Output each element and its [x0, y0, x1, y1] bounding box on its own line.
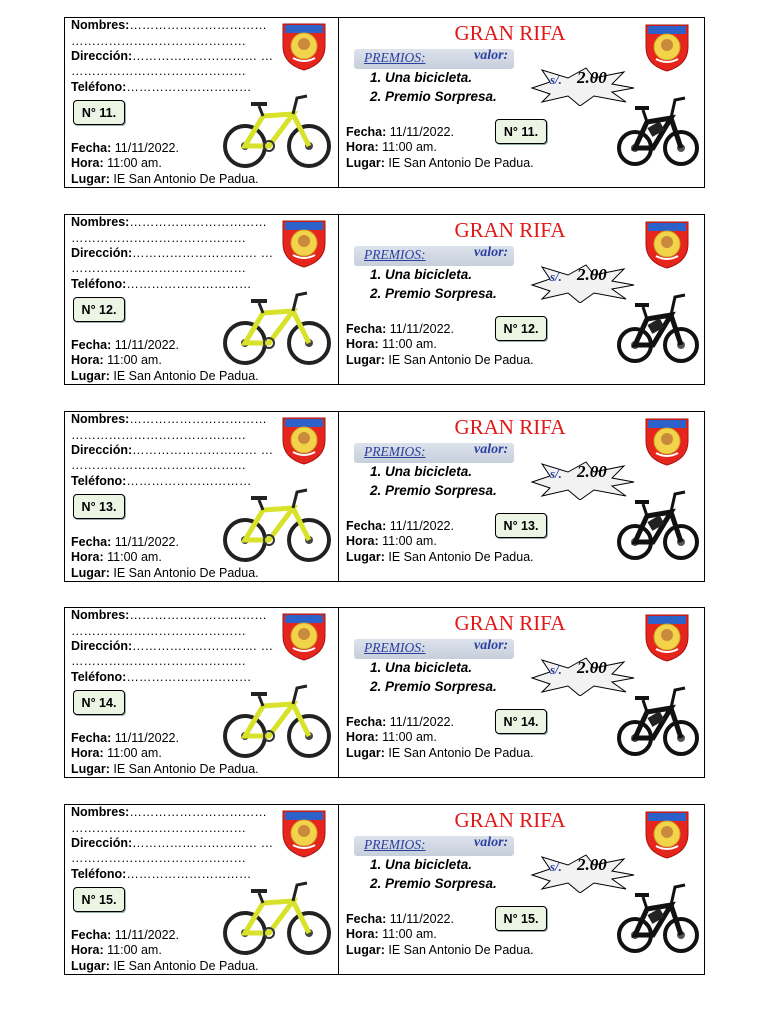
telefono-label: Teléfono:	[71, 277, 127, 291]
stub-lugar-value: IE San Antonio De Padua.	[113, 369, 259, 383]
raffle-title: GRAN RIFA	[454, 808, 566, 832]
direccion-label: Dirección:	[71, 443, 133, 457]
nombres-dots-2: ……………………………………	[71, 34, 246, 48]
stub-hora-label: Hora:	[71, 943, 104, 957]
nombres-dots-2: ……………………………………	[71, 428, 246, 442]
nombres-line	[71, 18, 267, 32]
main-lugar-value: IE San Antonio De Padua.	[388, 353, 534, 367]
ticket-main	[340, 215, 705, 384]
school-crest-icon	[642, 21, 692, 73]
price-currency: s/.	[550, 662, 562, 677]
direccion-dots-2: ……………………………………	[71, 654, 246, 668]
direccion-line	[71, 246, 273, 260]
direccion-label: Dirección:	[71, 246, 133, 260]
stub-lugar-line	[71, 959, 259, 973]
main-fecha-label: Fecha:	[346, 715, 387, 729]
direccion-label: Dirección:	[71, 639, 133, 653]
stub-hora-value: 11:00 am.	[107, 156, 162, 170]
stub-fecha-label: Fecha:	[71, 535, 112, 549]
main-fecha-value: 11/11/2022.	[389, 125, 454, 139]
direccion-label: Dirección:	[71, 836, 133, 850]
telefono-label: Teléfono:	[71, 80, 127, 94]
prize-1: 1. Una bicicleta.	[370, 464, 473, 479]
price-currency: s/.	[550, 859, 562, 874]
price-value: 2.00	[577, 68, 607, 87]
nombres-line	[71, 215, 267, 229]
prize-1: 1. Una bicicleta.	[370, 660, 473, 675]
nombres-dots-2: ……………………………………	[71, 624, 246, 638]
direccion-line-2	[71, 851, 246, 865]
nombres-line-2	[71, 34, 246, 48]
stub-fecha-line	[71, 535, 179, 549]
main-hora-line	[346, 140, 437, 154]
main-lugar-line	[346, 550, 534, 564]
direccion-dots-2: ……………………………………	[71, 64, 246, 78]
stub-hora-value: 11:00 am.	[107, 746, 162, 760]
valor-label: valor:	[474, 245, 509, 260]
stub-lugar-label: Lugar:	[71, 566, 110, 580]
yellow-mountain-bike-image	[223, 678, 331, 762]
stub-lugar-value: IE San Antonio De Padua.	[113, 762, 259, 776]
main-hora-value: 11:00 am.	[382, 730, 437, 744]
main-hora-value: 11:00 am.	[382, 140, 437, 154]
main-hora-line	[346, 730, 437, 744]
raffle-title: GRAN RIFA	[454, 611, 566, 635]
main-lugar-label: Lugar:	[346, 550, 385, 564]
main-hora-label: Hora:	[346, 534, 379, 548]
main-lugar-line	[346, 943, 534, 957]
telefono-label: Teléfono:	[71, 474, 127, 488]
stub-lugar-label: Lugar:	[71, 959, 110, 973]
main-fecha-value: 11/11/2022.	[389, 322, 454, 336]
valor-label: valor:	[474, 835, 509, 850]
direccion-line	[71, 443, 273, 457]
ticket-number-badge: N° 11.	[73, 100, 125, 125]
ticket-main	[340, 608, 705, 777]
nombres-line-2	[71, 821, 246, 835]
stub-fecha-line	[71, 338, 179, 352]
stub-lugar-value: IE San Antonio De Padua.	[113, 959, 259, 973]
direccion-label: Dirección:	[71, 49, 133, 63]
school-crest-icon	[642, 611, 692, 663]
nombres-label: Nombres:	[71, 608, 130, 622]
nombres-dots: ……………………………	[129, 215, 267, 229]
stub-lugar-line	[71, 566, 259, 580]
black-electric-bike-image	[617, 676, 699, 762]
nombres-line	[71, 805, 267, 819]
stub-fecha-value: 11/11/2022.	[114, 141, 179, 155]
stub-fecha-label: Fecha:	[71, 338, 112, 352]
direccion-dots-2: ……………………………………	[71, 458, 246, 472]
ticket-number-badge: N° 13.	[73, 494, 125, 519]
nombres-dots-2: ……………………………………	[71, 821, 246, 835]
main-fecha-line	[346, 322, 454, 336]
premios-label: PREMIOS:	[364, 444, 426, 459]
raffle-ticket	[64, 411, 705, 582]
main-lugar-line	[346, 156, 534, 170]
main-lugar-value: IE San Antonio De Padua.	[388, 550, 534, 564]
main-lugar-line	[346, 746, 534, 760]
prize-2: 2. Premio Sorpresa.	[370, 876, 497, 891]
prize-2: 2. Premio Sorpresa.	[370, 483, 497, 498]
stub-hora-value: 11:00 am.	[107, 943, 162, 957]
school-crest-icon	[279, 414, 329, 466]
stub-hora-label: Hora:	[71, 353, 104, 367]
ticket-number-badge-main: N° 15.	[495, 906, 547, 931]
school-crest-icon	[279, 610, 329, 662]
main-hora-line	[346, 337, 437, 351]
main-hora-label: Hora:	[346, 140, 379, 154]
main-hora-label: Hora:	[346, 927, 379, 941]
valor-label: valor:	[474, 442, 509, 457]
direccion-dots-2: ……………………………………	[71, 261, 246, 275]
direccion-line	[71, 49, 273, 63]
yellow-mountain-bike-image	[223, 285, 331, 369]
main-fecha-label: Fecha:	[346, 519, 387, 533]
ticket-stub	[65, 608, 339, 777]
stub-hora-label: Hora:	[71, 746, 104, 760]
direccion-dots: ………………………… …	[132, 639, 274, 653]
nombres-label: Nombres:	[71, 18, 130, 32]
price-currency: s/.	[550, 72, 562, 87]
stub-hora-line	[71, 746, 162, 760]
direccion-dots-2: ……………………………………	[71, 851, 246, 865]
stub-hora-line	[71, 550, 162, 564]
prize-2: 2. Premio Sorpresa.	[370, 679, 497, 694]
nombres-label: Nombres:	[71, 412, 130, 426]
yellow-mountain-bike-image	[223, 875, 331, 959]
stub-lugar-label: Lugar:	[71, 369, 110, 383]
nombres-dots: ……………………………	[129, 18, 267, 32]
ticket-number-badge: N° 14.	[73, 690, 125, 715]
raffle-ticket	[64, 804, 705, 975]
direccion-dots: ………………………… …	[132, 443, 274, 457]
stub-lugar-value: IE San Antonio De Padua.	[113, 172, 259, 186]
telefono-dots: …………………………	[126, 670, 252, 684]
direccion-line-2	[71, 654, 246, 668]
stub-fecha-line	[71, 928, 179, 942]
prize-2: 2. Premio Sorpresa.	[370, 286, 497, 301]
main-fecha-value: 11/11/2022.	[389, 519, 454, 533]
nombres-line	[71, 412, 267, 426]
main-lugar-value: IE San Antonio De Padua.	[388, 746, 534, 760]
school-crest-icon	[279, 807, 329, 859]
prize-1: 1. Una bicicleta.	[370, 267, 473, 282]
price-value: 2.00	[577, 265, 607, 284]
stub-fecha-value: 11/11/2022.	[114, 535, 179, 549]
ticket-number-badge: N° 15.	[73, 887, 125, 912]
main-lugar-value: IE San Antonio De Padua.	[388, 943, 534, 957]
premios-label: PREMIOS:	[364, 837, 426, 852]
nombres-dots: ……………………………	[129, 805, 267, 819]
valor-label: valor:	[474, 638, 509, 653]
ticket-main	[340, 18, 705, 187]
raffle-title: GRAN RIFA	[454, 21, 566, 45]
black-electric-bike-image	[617, 873, 699, 959]
school-crest-icon	[642, 808, 692, 860]
price-value: 2.00	[577, 462, 607, 481]
ticket-number-badge-main: N° 11.	[495, 119, 547, 144]
main-fecha-line	[346, 715, 454, 729]
nombres-line	[71, 608, 267, 622]
nombres-dots-2: ……………………………………	[71, 231, 246, 245]
main-fecha-line	[346, 125, 454, 139]
nombres-label: Nombres:	[71, 215, 130, 229]
ticket-number-badge: N° 12.	[73, 297, 125, 322]
black-electric-bike-image	[617, 86, 699, 172]
telefono-dots: …………………………	[126, 867, 252, 881]
direccion-line	[71, 836, 273, 850]
stub-hora-line	[71, 943, 162, 957]
nombres-line-2	[71, 624, 246, 638]
premios-label: PREMIOS:	[364, 247, 426, 262]
stub-hora-value: 11:00 am.	[107, 353, 162, 367]
ticket-number-badge-main: N° 13.	[495, 513, 547, 538]
main-lugar-value: IE San Antonio De Padua.	[388, 156, 534, 170]
black-electric-bike-image	[617, 283, 699, 369]
main-fecha-label: Fecha:	[346, 322, 387, 336]
raffle-ticket	[64, 17, 705, 188]
nombres-line-2	[71, 428, 246, 442]
main-fecha-line	[346, 519, 454, 533]
main-lugar-label: Lugar:	[346, 943, 385, 957]
price-value: 2.00	[577, 658, 607, 677]
black-electric-bike-image	[617, 480, 699, 566]
direccion-line-2	[71, 261, 246, 275]
main-fecha-value: 11/11/2022.	[389, 715, 454, 729]
premios-label: PREMIOS:	[364, 640, 426, 655]
stub-fecha-line	[71, 141, 179, 155]
stub-lugar-label: Lugar:	[71, 762, 110, 776]
ticket-stub	[65, 18, 339, 187]
main-hora-label: Hora:	[346, 337, 379, 351]
ticket-main	[340, 805, 705, 974]
prize-1: 1. Una bicicleta.	[370, 70, 473, 85]
stub-fecha-label: Fecha:	[71, 928, 112, 942]
raffle-title: GRAN RIFA	[454, 415, 566, 439]
raffle-ticket	[64, 214, 705, 385]
stub-fecha-value: 11/11/2022.	[114, 731, 179, 745]
raffle-ticket	[64, 607, 705, 778]
school-crest-icon	[279, 217, 329, 269]
main-lugar-label: Lugar:	[346, 746, 385, 760]
main-hora-line	[346, 534, 437, 548]
telefono-dots: …………………………	[126, 80, 252, 94]
stub-lugar-value: IE San Antonio De Padua.	[113, 566, 259, 580]
raffle-title: GRAN RIFA	[454, 218, 566, 242]
valor-label: valor:	[474, 48, 509, 63]
main-lugar-label: Lugar:	[346, 156, 385, 170]
yellow-mountain-bike-image	[223, 88, 331, 172]
main-hora-label: Hora:	[346, 730, 379, 744]
direccion-line	[71, 639, 273, 653]
stub-fecha-line	[71, 731, 179, 745]
ticket-number-badge-main: N° 12.	[495, 316, 547, 341]
ticket-stub	[65, 215, 339, 384]
telefono-label: Teléfono:	[71, 670, 127, 684]
stub-fecha-value: 11/11/2022.	[114, 338, 179, 352]
ticket-stub	[65, 412, 339, 581]
main-hora-value: 11:00 am.	[382, 534, 437, 548]
school-crest-icon	[279, 20, 329, 72]
price-value: 2.00	[577, 855, 607, 874]
price-currency: s/.	[550, 466, 562, 481]
stub-hora-value: 11:00 am.	[107, 550, 162, 564]
stub-fecha-label: Fecha:	[71, 731, 112, 745]
stub-lugar-line	[71, 172, 259, 186]
stub-lugar-line	[71, 762, 259, 776]
price-currency: s/.	[550, 269, 562, 284]
premios-label: PREMIOS:	[364, 50, 426, 65]
stub-hora-line	[71, 353, 162, 367]
direccion-dots: ………………………… …	[132, 836, 274, 850]
main-hora-value: 11:00 am.	[382, 927, 437, 941]
nombres-label: Nombres:	[71, 805, 130, 819]
main-fecha-label: Fecha:	[346, 125, 387, 139]
direccion-dots: ………………………… …	[132, 246, 274, 260]
prize-1: 1. Una bicicleta.	[370, 857, 473, 872]
stub-hora-label: Hora:	[71, 156, 104, 170]
main-fecha-value: 11/11/2022.	[389, 912, 454, 926]
stub-hora-label: Hora:	[71, 550, 104, 564]
main-fecha-line	[346, 912, 454, 926]
stub-lugar-label: Lugar:	[71, 172, 110, 186]
main-lugar-label: Lugar:	[346, 353, 385, 367]
ticket-number-badge-main: N° 14.	[495, 709, 547, 734]
school-crest-icon	[642, 218, 692, 270]
ticket-stub	[65, 805, 339, 974]
telefono-label: Teléfono:	[71, 867, 127, 881]
school-crest-icon	[642, 415, 692, 467]
telefono-dots: …………………………	[126, 277, 252, 291]
stub-hora-line	[71, 156, 162, 170]
direccion-line-2	[71, 64, 246, 78]
main-fecha-label: Fecha:	[346, 912, 387, 926]
ticket-main	[340, 412, 705, 581]
nombres-dots: ……………………………	[129, 412, 267, 426]
direccion-dots: ………………………… …	[132, 49, 274, 63]
prize-2: 2. Premio Sorpresa.	[370, 89, 497, 104]
stub-fecha-label: Fecha:	[71, 141, 112, 155]
telefono-dots: …………………………	[126, 474, 252, 488]
main-hora-value: 11:00 am.	[382, 337, 437, 351]
main-lugar-line	[346, 353, 534, 367]
main-hora-line	[346, 927, 437, 941]
direccion-line-2	[71, 458, 246, 472]
stub-fecha-value: 11/11/2022.	[114, 928, 179, 942]
stub-lugar-line	[71, 369, 259, 383]
yellow-mountain-bike-image	[223, 482, 331, 566]
nombres-line-2	[71, 231, 246, 245]
nombres-dots: ……………………………	[129, 608, 267, 622]
